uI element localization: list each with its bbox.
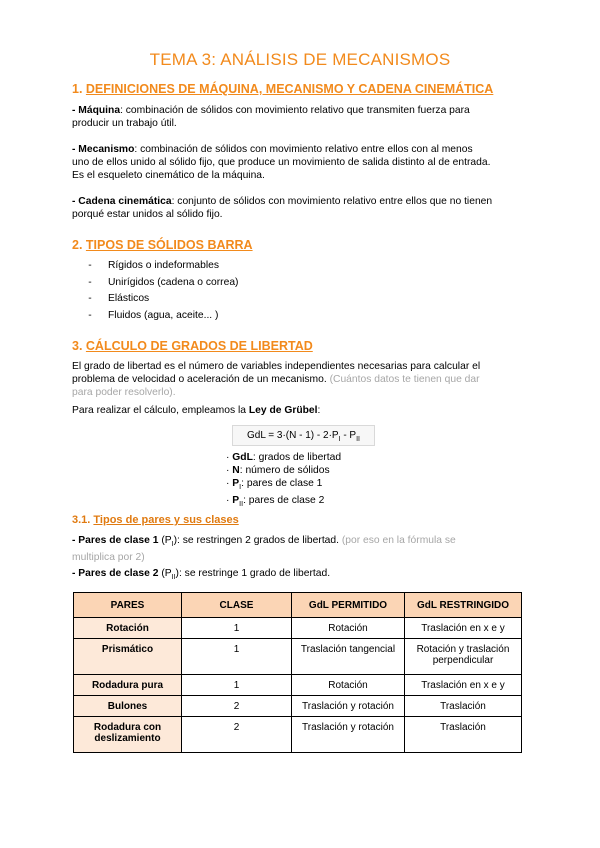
table-row bbox=[74, 618, 522, 639]
grubel-law-name: Ley de Grübel bbox=[248, 405, 318, 416]
cell-clase: 1 bbox=[182, 618, 292, 639]
grubel-formula bbox=[232, 425, 375, 446]
cell-par-name: Bulones bbox=[74, 696, 182, 717]
section-1-number: 1. bbox=[72, 82, 86, 96]
formula-subscript-2: II bbox=[356, 436, 360, 443]
table-header-row bbox=[74, 593, 522, 618]
formula-part-1: GdL = 3·(N - 1) - 2·P bbox=[246, 430, 339, 441]
legend-term: P bbox=[232, 478, 240, 489]
list-item-label: Fluidos (agua, aceite... ) bbox=[108, 309, 219, 321]
pares-clase-2 bbox=[72, 567, 532, 584]
list-item bbox=[72, 291, 239, 308]
section-1-heading bbox=[72, 82, 493, 96]
solid-types-list bbox=[72, 258, 239, 324]
list-item-label: Unirígidos (cadena o correa) bbox=[108, 276, 239, 288]
dash-bullet: - bbox=[88, 293, 92, 304]
table-row bbox=[74, 675, 522, 696]
gdl-definition bbox=[72, 360, 542, 399]
cell-restringido: Traslación en x e y bbox=[405, 618, 522, 639]
cell-clase: 2 bbox=[182, 696, 292, 717]
legend-bullet: · bbox=[226, 478, 233, 489]
cell-permitido: Rotación bbox=[292, 675, 405, 696]
pares-clase-1-symbol: (P bbox=[158, 535, 172, 546]
dash-bullet: - bbox=[88, 309, 92, 321]
definition-maquina-text: : combinación de sólidos con movimiento relativo que transmiten fuerza para bbox=[120, 105, 470, 116]
cell-permitido: Traslación y rotación bbox=[292, 717, 405, 753]
cell-clase: 2 bbox=[182, 717, 292, 753]
cell-restringido: Traslación bbox=[405, 696, 522, 717]
definition-maquina bbox=[72, 104, 532, 130]
section-3-1-number: 3.1. bbox=[72, 514, 94, 526]
section-3-1-title: Tipos de pares y sus clases bbox=[93, 514, 239, 526]
grubel-intro-colon: : bbox=[317, 405, 321, 416]
pares-clase-1-text: ): se restringen 2 grados de libertad. bbox=[173, 535, 342, 546]
column-header-clase: CLASE bbox=[182, 593, 292, 618]
definition-mecanismo bbox=[72, 143, 532, 182]
table-row bbox=[74, 696, 522, 717]
legend-subscript: II bbox=[239, 501, 244, 509]
definition-cadena-text-2: porqué estar unidos al sólido fijo. bbox=[72, 209, 223, 220]
pares-clase-1-term: - Pares de clase 1 bbox=[72, 535, 159, 546]
section-2-heading bbox=[72, 238, 253, 252]
legend-item-gdl bbox=[226, 451, 341, 464]
legend-desc: : número de sólidos bbox=[239, 465, 330, 476]
list-item-label: Rígidos o indeformables bbox=[108, 260, 220, 271]
section-3-title: CÁLCULO DE GRADOS DE LIBERTAD bbox=[85, 339, 313, 353]
cell-permitido: Traslación tangencial bbox=[292, 639, 405, 675]
term-cadena: - Cadena cinemática bbox=[72, 196, 172, 207]
pares-clase-2-term: - Pares de clase 2 bbox=[72, 568, 159, 579]
cell-clase: 1 bbox=[182, 639, 292, 675]
list-item-label: Elásticos bbox=[108, 293, 150, 304]
pares-clase-2-text: ): se restringe 1 grado de libertad. bbox=[175, 568, 331, 579]
definition-maquina-text-2: producir un trabajo útil. bbox=[72, 118, 177, 129]
dash-bullet: - bbox=[88, 260, 92, 271]
gdl-definition-note-2: para poder resolverlo). bbox=[72, 387, 176, 398]
gdl-definition-note: (Cuántos datos te tienen que dar bbox=[329, 374, 480, 385]
definition-mecanismo-text-3: Es el esqueleto cinemático de la máquina. bbox=[72, 170, 265, 181]
list-item bbox=[72, 258, 239, 275]
legend-item-p2 bbox=[226, 494, 341, 511]
definition-cadena-text: : conjunto de sólidos con movimiento relativo entre ellos que no tienen bbox=[171, 196, 493, 207]
pares-clase-1-note: (por eso en la fórmula se bbox=[341, 535, 456, 546]
formula-subscript-1: I bbox=[338, 436, 341, 443]
cell-restringido: Traslación bbox=[405, 717, 522, 753]
pares-clase-2-subscript: II bbox=[171, 574, 176, 582]
table-row bbox=[74, 639, 522, 675]
definition-mecanismo-text: : combinación de sólidos con movimiento relativo entre ellos con al menos bbox=[134, 144, 473, 155]
section-2-title: TIPOS DE SÓLIDOS BARRA bbox=[85, 238, 253, 252]
gdl-definition-line-2: problema de velocidad o aceleración de un mecanismo. bbox=[72, 374, 330, 385]
legend-desc: : grados de libertad bbox=[252, 452, 342, 463]
definition-cadena bbox=[72, 195, 532, 221]
term-maquina: - Máquina bbox=[72, 105, 121, 116]
pares-clase-1-subscript: I bbox=[171, 541, 174, 549]
table-row bbox=[74, 717, 522, 753]
column-header-pares: PARES bbox=[74, 593, 182, 618]
grubel-intro bbox=[72, 404, 532, 417]
legend-item-p1 bbox=[226, 477, 341, 494]
legend-bullet: · bbox=[226, 465, 233, 476]
cell-restringido: Rotación y traslación perpendicular bbox=[405, 639, 522, 675]
column-header-gdl-restringido: GdL RESTRINGIDO bbox=[405, 593, 522, 618]
cell-permitido: Traslación y rotación bbox=[292, 696, 405, 717]
cell-clase: 1 bbox=[182, 675, 292, 696]
column-header-gdl-permitido: GdL PERMITIDO bbox=[292, 593, 405, 618]
dash-bullet: - bbox=[88, 276, 92, 288]
cell-par-name: Rodadura pura bbox=[74, 675, 182, 696]
pares-clase-2-symbol: (P bbox=[158, 568, 172, 579]
cell-permitido: Rotación bbox=[292, 618, 405, 639]
formula-legend bbox=[226, 451, 341, 511]
pares-clase-1 bbox=[72, 534, 542, 564]
list-item bbox=[72, 308, 239, 325]
legend-bullet: · bbox=[226, 452, 233, 463]
legend-term: P bbox=[232, 495, 240, 507]
list-item bbox=[72, 275, 239, 292]
section-3-1-heading bbox=[72, 514, 239, 526]
definition-mecanismo-text-2: uno de ellos unido al sólido fijo, que produce un movimiento de salida distinto al de entrada. bbox=[72, 157, 491, 168]
gdl-definition-line-1: El grado de libertad es el número de variables independientes necesarias para calcular el bbox=[72, 361, 481, 372]
cell-par-name: Prismático bbox=[74, 639, 182, 675]
cell-restringido: Traslación en x e y bbox=[405, 675, 522, 696]
grubel-intro-text: Para realizar el cálculo, empleamos la bbox=[72, 405, 249, 416]
pares-clase-1-note-2: multiplica por 2) bbox=[72, 552, 145, 564]
legend-bullet: · bbox=[226, 495, 233, 507]
legend-item-n bbox=[226, 464, 341, 477]
section-3-heading bbox=[72, 339, 313, 353]
formula-part-2: - P bbox=[340, 430, 357, 441]
section-3-number: 3. bbox=[72, 339, 86, 353]
pares-table bbox=[73, 592, 522, 753]
legend-term: GdL bbox=[232, 452, 253, 463]
section-1-title: DEFINICIONES DE MÁQUINA, MECANISMO Y CADENA CINEMÁTICA bbox=[85, 82, 494, 96]
term-mecanismo: - Mecanismo bbox=[72, 144, 135, 155]
document-title: TEMA 3: ANÁLISIS DE MECANISMOS bbox=[149, 50, 451, 69]
cell-par-name: Rodadura con deslizamiento bbox=[74, 717, 182, 753]
legend-desc: : pares de clase 1 bbox=[241, 478, 323, 489]
section-2-number: 2. bbox=[72, 238, 86, 252]
legend-term: N bbox=[232, 465, 240, 476]
legend-subscript: I bbox=[239, 484, 242, 492]
legend-desc: : pares de clase 2 bbox=[243, 495, 325, 507]
cell-par-name: Rotación bbox=[74, 618, 182, 639]
